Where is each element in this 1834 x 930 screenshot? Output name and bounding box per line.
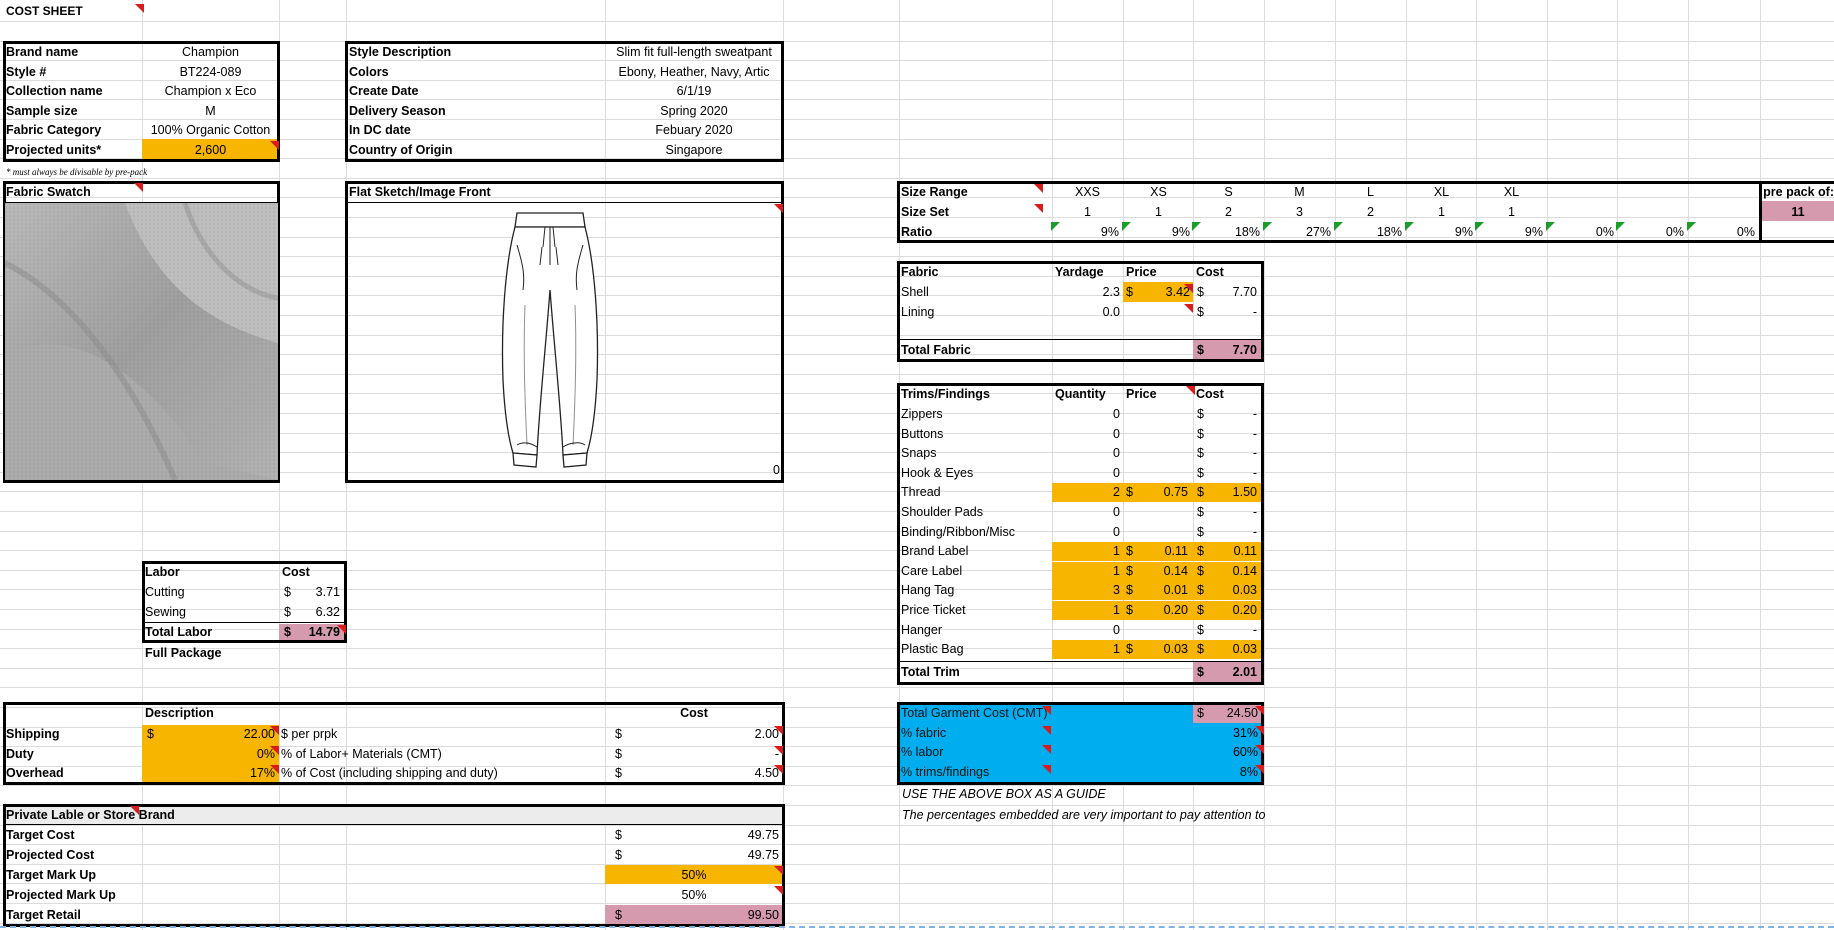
formula-marker xyxy=(1122,222,1131,231)
trim-row-name: Shoulder Pads xyxy=(901,505,984,519)
fabric-swatch-label: Fabric Swatch xyxy=(6,185,91,199)
fabric-row-cost: - xyxy=(1252,304,1257,319)
style-info-label: Colors xyxy=(349,64,389,79)
brand-info-value[interactable]: Champion xyxy=(182,45,239,59)
brand-info-value[interactable]: BT224-089 xyxy=(179,64,242,79)
style-info-label: Create Date xyxy=(349,84,419,98)
trim-row-name: Care Label xyxy=(901,563,963,578)
comment-marker xyxy=(1184,284,1193,293)
private-label-row-symbol: $ xyxy=(615,828,622,842)
comment-marker xyxy=(774,204,783,213)
shipping-header-description: Description xyxy=(145,706,214,720)
summary-note-guide: USE THE ABOVE BOX AS A GUIDE xyxy=(902,787,1106,801)
labor-row-symbol: $ xyxy=(284,585,291,599)
shipping-row-cost-symbol: $ xyxy=(615,746,622,761)
formula-marker xyxy=(1405,222,1414,231)
trim-row-cost-symbol: $ xyxy=(1197,505,1204,519)
private-label-row-value[interactable]: 49.75 xyxy=(747,828,779,842)
trim-row-name: Hanger xyxy=(901,622,942,637)
comment-marker xyxy=(1255,765,1264,774)
comment-marker xyxy=(1042,726,1051,735)
shipping-row-value[interactable]: 0% xyxy=(256,746,275,761)
total-fabric-label: Total Fabric xyxy=(901,343,971,357)
size-set-cell[interactable]: 1 xyxy=(1084,205,1091,219)
divider xyxy=(897,661,1264,662)
comment-marker xyxy=(130,806,139,815)
size-set-cell[interactable]: 1 xyxy=(1155,205,1162,219)
page-break-line xyxy=(0,926,1834,928)
ratio-cell: 18% xyxy=(1234,225,1260,239)
shipping-row-value[interactable]: 17% xyxy=(249,766,275,781)
formula-marker xyxy=(1687,222,1696,231)
private-label-row-symbol: $ xyxy=(615,907,622,922)
style-info-value[interactable]: Singapore xyxy=(665,142,723,157)
trim-row-name: Price Ticket xyxy=(901,603,966,617)
trim-row-cost: - xyxy=(1252,407,1257,421)
trim-row-name: Hang Tag xyxy=(901,583,955,598)
trim-row-price[interactable]: 0.14 xyxy=(1163,563,1188,578)
size-set-cell[interactable]: 2 xyxy=(1225,205,1232,219)
fabric-header-price: Price xyxy=(1126,265,1157,279)
formula-marker xyxy=(1334,222,1343,231)
gridline xyxy=(0,21,1834,22)
gridline xyxy=(0,687,1834,688)
full-package-label: Full Package xyxy=(145,646,222,660)
trims-header-name: Trims/Findings xyxy=(901,387,990,401)
size-set-cell[interactable]: 3 xyxy=(1296,205,1303,219)
size-range-cell[interactable]: L xyxy=(1367,185,1374,199)
trim-row-price[interactable] xyxy=(1123,621,1188,640)
trim-row-price[interactable]: 0.20 xyxy=(1163,603,1188,617)
trim-row-quantity[interactable]: 0 xyxy=(1113,524,1120,539)
comment-marker xyxy=(774,746,783,755)
shipping-row-description: $ per prpk xyxy=(281,727,338,741)
comment-marker xyxy=(134,183,143,192)
comment-marker xyxy=(774,765,783,774)
trim-row-cost: 0.14 xyxy=(1232,563,1257,578)
trim-row-cost-symbol: $ xyxy=(1197,622,1204,637)
fabric-header-name: Fabric xyxy=(901,265,939,279)
labor-header-cost: Cost xyxy=(282,565,310,579)
shipping-row-cost: - xyxy=(774,746,779,761)
shipping-row-cost: 4.50 xyxy=(754,766,779,781)
trim-row-price[interactable]: 0.03 xyxy=(1163,642,1188,657)
shipping-row-description: % of Labor+ Materials (CMT) xyxy=(281,746,442,761)
summary-row-label: % labor xyxy=(901,745,944,760)
trim-row-quantity[interactable]: 0 xyxy=(1113,465,1120,480)
trim-row-cost: - xyxy=(1252,505,1257,519)
labor-row-symbol: $ xyxy=(284,604,291,619)
divider xyxy=(3,824,785,825)
trim-row-price[interactable] xyxy=(1123,523,1188,542)
size-range-cell[interactable]: S xyxy=(1224,185,1233,199)
style-info-label: Style Description xyxy=(349,45,452,59)
trim-row-quantity[interactable]: 0 xyxy=(1113,446,1120,461)
ratio-cell: 18% xyxy=(1376,225,1402,239)
sweatpant-sketch xyxy=(495,205,605,475)
private-label-row-name: Target Mark Up xyxy=(6,867,97,882)
shipping-row-name: Shipping xyxy=(6,727,60,741)
trim-row-quantity[interactable]: 0 xyxy=(1113,622,1120,637)
comment-marker xyxy=(1255,706,1264,715)
trim-row-price[interactable]: 0.11 xyxy=(1164,544,1188,559)
brand-info-label: Sample size xyxy=(6,103,78,118)
trim-row-cost-symbol: $ xyxy=(1197,446,1204,461)
trim-row-cost: 0.20 xyxy=(1232,603,1257,617)
private-label-row-name: Target Retail xyxy=(6,907,81,922)
size-set-cell[interactable]: 1 xyxy=(1438,205,1445,219)
summary-row-value: 60% xyxy=(1232,745,1258,760)
total-labor-symbol: $ xyxy=(284,625,291,639)
formula-marker xyxy=(1475,222,1484,231)
private-label-row-value[interactable]: 99.50 xyxy=(747,907,779,922)
trim-row-cost-symbol: $ xyxy=(1197,642,1204,657)
size-range-cell[interactable]: XXS xyxy=(1074,185,1100,199)
comment-marker xyxy=(135,4,144,13)
fabric-swatch-image xyxy=(5,203,278,480)
fabric-row-name: Shell xyxy=(901,285,929,299)
trim-row-cost: 0.11 xyxy=(1233,544,1257,559)
trim-row-price-symbol: $ xyxy=(1126,603,1133,617)
comment-marker xyxy=(774,726,783,735)
trim-row-cost: 1.50 xyxy=(1232,485,1257,500)
trims-header-cost: Cost xyxy=(1196,387,1224,401)
trim-row-price[interactable] xyxy=(1123,405,1188,424)
trim-row-quantity[interactable]: 1 xyxy=(1113,544,1120,559)
brand-info-value[interactable]: 100% Organic Cotton xyxy=(150,123,271,137)
trim-row-cost-symbol: $ xyxy=(1197,426,1204,441)
brand-info-value[interactable]: 2,600 xyxy=(194,142,227,157)
fabric-row-price-symbol: $ xyxy=(1126,285,1133,299)
trim-row-quantity[interactable]: 2 xyxy=(1113,485,1120,500)
private-label-row-name: Projected Mark Up xyxy=(6,887,116,902)
total-fabric-symbol: $ xyxy=(1197,343,1204,357)
brand-info-label: Projected units* xyxy=(6,142,102,157)
trim-row-price[interactable] xyxy=(1123,444,1188,463)
trim-row-price-symbol: $ xyxy=(1126,544,1133,559)
formula-marker xyxy=(1192,222,1201,231)
comment-marker xyxy=(1042,745,1051,754)
trim-row-name: Thread xyxy=(901,485,941,500)
fabric-row-yardage[interactable]: 2.3 xyxy=(1102,285,1120,299)
size-set-label: Size Set xyxy=(901,205,949,219)
trim-row-price-symbol: $ xyxy=(1126,485,1133,500)
comment-marker xyxy=(270,141,279,150)
brand-info-label: Collection name xyxy=(6,84,103,98)
total-fabric-value: 7.70 xyxy=(1232,343,1257,357)
formula-marker xyxy=(1263,222,1272,231)
total-labor-value: 14.79 xyxy=(308,625,340,639)
comment-marker xyxy=(774,886,783,895)
summary-row-label: % fabric xyxy=(901,725,947,740)
trim-row-cost-symbol: $ xyxy=(1197,485,1204,500)
style-info-value[interactable]: Slim fit full-length sweatpant xyxy=(616,45,772,59)
trim-row-name: Hook & Eyes xyxy=(901,465,974,480)
comment-marker xyxy=(1034,184,1043,193)
trim-row-cost-symbol: $ xyxy=(1197,583,1204,598)
comment-marker xyxy=(1042,765,1051,774)
brand-info-label: Fabric Category xyxy=(6,123,102,137)
ratio-cell: 9% xyxy=(1454,225,1473,239)
total-labor-label: Total Labor xyxy=(145,625,213,639)
trim-row-cost: - xyxy=(1252,446,1257,461)
ratio-cell: 0% xyxy=(1736,225,1755,239)
trim-row-name: Brand Label xyxy=(901,544,969,559)
trim-row-name: Zippers xyxy=(901,407,943,421)
trim-row-quantity[interactable]: 3 xyxy=(1113,583,1120,598)
trim-row-price[interactable]: 0.01 xyxy=(1163,583,1188,598)
comment-marker xyxy=(1255,726,1264,735)
trim-row-quantity[interactable]: 1 xyxy=(1113,642,1120,657)
labor-row-cost[interactable]: 3.71 xyxy=(315,585,340,599)
trim-row-price-symbol: $ xyxy=(1126,642,1133,657)
trim-row-price-symbol: $ xyxy=(1126,563,1133,578)
fabric-row-price[interactable]: 3.42 xyxy=(1165,285,1190,299)
summary-row-value: 31% xyxy=(1232,725,1258,740)
labor-row-name: Cutting xyxy=(145,585,185,599)
total-trim-symbol: $ xyxy=(1197,665,1204,679)
summary-row-label: % trims/findings xyxy=(901,764,990,779)
fabric-header-cost: Cost xyxy=(1196,265,1224,279)
trim-row-cost-symbol: $ xyxy=(1197,407,1204,421)
formula-marker xyxy=(1051,222,1060,231)
trim-row-cost: 0.03 xyxy=(1232,583,1257,598)
size-range-label: Size Range xyxy=(901,185,968,199)
trim-row-cost-symbol: $ xyxy=(1197,544,1204,559)
total-trim-value: 2.01 xyxy=(1232,665,1257,679)
comment-marker xyxy=(270,726,279,735)
summary-row-symbol: $ xyxy=(1197,706,1204,720)
summary-row-value: 24.50 xyxy=(1226,706,1258,720)
comment-marker xyxy=(1186,386,1195,395)
shipping-row-description: % of Cost (including shipping and duty) xyxy=(281,766,498,781)
trim-row-cost-symbol: $ xyxy=(1197,524,1204,539)
labor-row-name: Sewing xyxy=(145,604,186,619)
shipping-row-value[interactable]: 22.00 xyxy=(243,727,275,741)
private-label-row-name: Target Cost xyxy=(6,828,75,842)
divider xyxy=(345,202,784,203)
shipping-row-name: Overhead xyxy=(6,766,64,781)
style-info-value[interactable]: Ebony, Heather, Navy, Artic xyxy=(618,64,770,79)
sheet-title: COST SHEET xyxy=(6,4,83,18)
total-trim-label: Total Trim xyxy=(901,665,960,679)
fabric-header-yardage: Yardage xyxy=(1055,265,1104,279)
shipping-row-cost-symbol: $ xyxy=(615,766,622,781)
trim-row-quantity[interactable]: 0 xyxy=(1113,407,1120,421)
ratio-cell: 9% xyxy=(1524,225,1543,239)
brand-info-label: Brand name xyxy=(6,45,79,59)
size-set-cell[interactable]: 1 xyxy=(1508,205,1515,219)
trims-header-quantity: Quantity xyxy=(1055,387,1106,401)
style-info-label: In DC date xyxy=(349,123,411,137)
sketch-corner-value: 0 xyxy=(773,463,780,477)
fabric-row-yardage[interactable]: 0.0 xyxy=(1102,304,1120,319)
shipping-row-name: Duty xyxy=(6,746,34,761)
shipping-row-cost: 2.00 xyxy=(754,727,779,741)
brand-info-value[interactable]: Champion x Eco xyxy=(164,84,257,98)
trim-row-quantity[interactable]: 1 xyxy=(1113,603,1120,617)
fabric-row-cost: 7.70 xyxy=(1232,285,1257,299)
style-info-value[interactable]: Spring 2020 xyxy=(660,103,728,118)
trim-row-name: Snaps xyxy=(901,446,937,461)
size-range-cell[interactable]: M xyxy=(1294,185,1305,199)
trim-row-price[interactable] xyxy=(1123,464,1188,483)
private-label-row-value[interactable]: 50% xyxy=(681,867,707,882)
comment-marker xyxy=(270,765,279,774)
private-label-row-name: Projected Cost xyxy=(6,847,95,862)
comment-marker xyxy=(270,746,279,755)
trim-row-cost: 0.03 xyxy=(1232,642,1257,657)
fabric-row-name: Lining xyxy=(901,304,935,319)
shipping-header-cost: Cost xyxy=(680,706,708,720)
size-range-cell[interactable]: XL xyxy=(1433,185,1450,199)
trim-row-quantity[interactable]: 0 xyxy=(1113,505,1120,519)
style-info-value[interactable]: Febuary 2020 xyxy=(655,123,733,137)
fabric-row-cost-symbol: $ xyxy=(1197,285,1204,299)
formula-marker xyxy=(1616,222,1625,231)
trim-row-price-symbol: $ xyxy=(1126,583,1133,598)
trim-row-price[interactable] xyxy=(1123,425,1188,444)
flat-sketch-label: Flat Sketch/Image Front xyxy=(349,185,491,199)
private-label-row-value[interactable]: 49.75 xyxy=(747,847,779,862)
ratio-cell: 9% xyxy=(1100,225,1119,239)
trim-row-cost: - xyxy=(1252,622,1257,637)
trim-row-cost-symbol: $ xyxy=(1197,563,1204,578)
fabric-row-price[interactable] xyxy=(1123,303,1190,322)
trim-row-quantity[interactable]: 0 xyxy=(1113,426,1120,441)
trim-row-cost: - xyxy=(1252,524,1257,539)
trim-row-quantity[interactable]: 1 xyxy=(1113,563,1120,578)
prepack-label: pre pack of: xyxy=(1763,185,1834,199)
style-info-value[interactable]: 6/1/19 xyxy=(676,84,712,98)
trim-row-cost: - xyxy=(1252,465,1257,480)
brand-info-value[interactable]: M xyxy=(205,103,216,118)
summary-row-value: 8% xyxy=(1239,764,1258,779)
gridline xyxy=(0,178,1834,179)
trim-row-price[interactable] xyxy=(1123,503,1188,522)
comment-marker xyxy=(774,866,783,875)
ratio-cell: 0% xyxy=(1665,225,1684,239)
trim-row-cost: - xyxy=(1252,426,1257,441)
summary-note-percentages: The percentages embedded are very important to pay attention to xyxy=(902,808,1266,822)
trim-row-name: Buttons xyxy=(901,426,944,441)
prepack-value[interactable]: 11 xyxy=(1791,205,1805,219)
size-set-cell[interactable]: 2 xyxy=(1367,205,1374,219)
private-label-header: Private Lable or Store Brand xyxy=(6,808,175,822)
trim-row-cost-symbol: $ xyxy=(1197,603,1204,617)
ratio-cell: 9% xyxy=(1171,225,1190,239)
size-range-cell[interactable]: XS xyxy=(1150,185,1167,199)
ratio-cell: 27% xyxy=(1305,225,1331,239)
comment-marker xyxy=(1034,204,1043,213)
footnote: * must always be divisable by pre-pack xyxy=(6,167,148,177)
formula-marker xyxy=(1546,222,1555,231)
labor-header-name: Labor xyxy=(145,565,180,579)
trim-row-name: Plastic Bag xyxy=(901,642,964,657)
shipping-row-symbol: $ xyxy=(147,727,154,741)
summary-row-label: Total Garment Cost (CMT) xyxy=(901,706,1048,720)
comment-marker xyxy=(337,625,346,634)
size-range-cell[interactable]: XL xyxy=(1503,185,1520,199)
style-info-label: Country of Origin xyxy=(349,142,453,157)
comment-marker xyxy=(1042,706,1051,715)
labor-row-cost[interactable]: 6.32 xyxy=(315,604,340,619)
ratio-label: Ratio xyxy=(901,225,933,239)
comment-marker xyxy=(1255,745,1264,754)
divider xyxy=(142,622,347,623)
comment-marker xyxy=(1184,304,1193,313)
brand-info-label: Style # xyxy=(6,64,47,79)
trim-row-name: Binding/Ribbon/Misc xyxy=(901,524,1015,539)
style-info-label: Delivery Season xyxy=(349,103,446,118)
shipping-row-cost-symbol: $ xyxy=(615,727,622,741)
trim-row-price[interactable]: 0.75 xyxy=(1163,485,1188,500)
ratio-cell: 0% xyxy=(1595,225,1614,239)
trims-header-price: Price xyxy=(1126,387,1157,401)
trim-row-cost-symbol: $ xyxy=(1197,465,1204,480)
fabric-row-cost-symbol: $ xyxy=(1197,304,1204,319)
divider xyxy=(897,339,1264,340)
private-label-row-value[interactable]: 50% xyxy=(681,887,707,902)
private-label-row-symbol: $ xyxy=(615,847,622,862)
